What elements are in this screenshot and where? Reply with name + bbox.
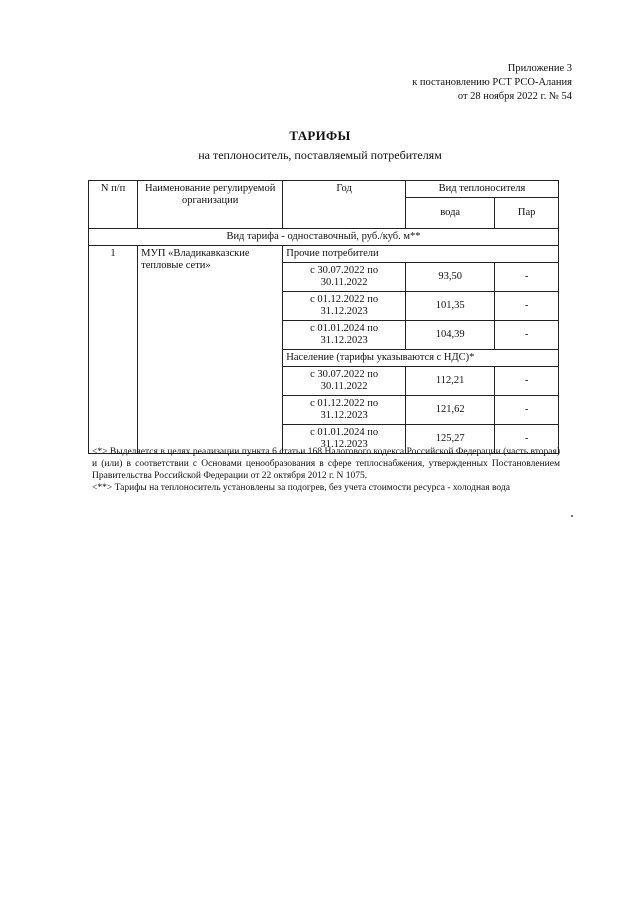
period-cell: с 30.07.2022 по 30.11.2022 [283, 263, 406, 292]
water-value: 112,21 [406, 367, 495, 396]
water-value: 93,50 [406, 263, 495, 292]
steam-value: - [495, 367, 559, 396]
water-value: 104,39 [406, 321, 495, 350]
water-value: 101,35 [406, 292, 495, 321]
header-org: Наименование регулируемой организации [138, 181, 283, 229]
header-year: Год [283, 181, 406, 229]
header-type: Вид теплоносителя [406, 181, 559, 198]
steam-value: - [495, 263, 559, 292]
organization-name: МУП «Владикавказские тепловые сети» [138, 246, 283, 454]
water-value: 121,62 [406, 396, 495, 425]
header-num: N п/п [89, 181, 138, 229]
footnote-coolant: <**> Тарифы на теплоноситель установлены за подогрев, без учета стоимости ресурса - холодная вода [92, 483, 510, 493]
steam-value: - [495, 292, 559, 321]
tariff-type-row [89, 229, 559, 246]
resolution-reference: к постановлению РСТ РСО-Алания [412, 77, 572, 88]
header-water: вода [406, 198, 495, 229]
steam-value: - [495, 321, 559, 350]
appendix-header [412, 62, 572, 104]
group-label-other: Прочие потребители [283, 246, 559, 263]
group-label-population: Население (тарифы указываются с НДС)* [283, 350, 559, 367]
period-cell: с 01.01.2024 по 31.12.2023 [283, 321, 406, 350]
document-subtitle: на теплоноситель, поставляемый потребителям [198, 148, 442, 162]
period-cell: с 30.07.2022 по 30.11.2022 [283, 367, 406, 396]
water-value: 125,27 [406, 425, 495, 454]
period-cell: с 01.12.2022 по 31.12.2023 [283, 292, 406, 321]
table-row [89, 246, 559, 263]
steam-value: - [495, 425, 559, 454]
tariff-table [88, 180, 559, 454]
scan-speck [571, 515, 573, 517]
steam-value: - [495, 396, 559, 425]
footnote-vat: <*> Выделяется в целях реализации пункта 6 статьи 168 Налогового кодекса Российской Федерации (часть вторая) и (или) в соответствии с Основами ценообразования в сфере теплоснабжения, утвержденных Постановлением Правительства Российской Федерации от 22 октября 2012 г. N 1075. [92, 447, 560, 481]
header-steam: Пар [495, 198, 559, 229]
period-cell: с 01.01.2024 по 31.12.2023 [283, 425, 406, 454]
tariff-type: Вид тарифа - одноставочный, руб./куб. м** [89, 229, 559, 246]
row-number: 1 [89, 246, 138, 454]
document-title: ТАРИФЫ [289, 128, 351, 143]
table-header-row [89, 181, 559, 198]
period-cell: с 01.12.2022 по 31.12.2023 [283, 396, 406, 425]
resolution-date: от 28 ноября 2022 г. № 54 [457, 91, 572, 102]
appendix-label: Приложение 3 [507, 63, 572, 74]
footnotes [92, 446, 560, 494]
